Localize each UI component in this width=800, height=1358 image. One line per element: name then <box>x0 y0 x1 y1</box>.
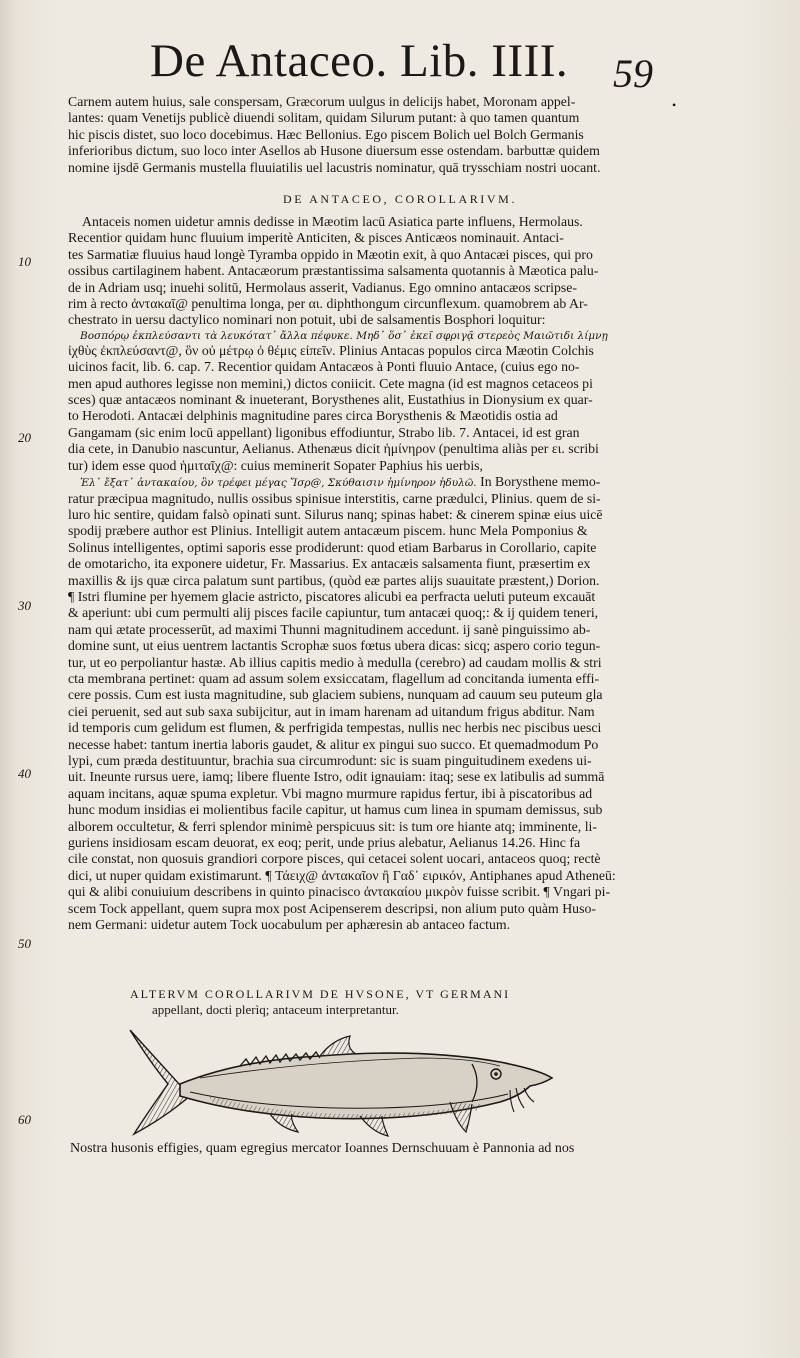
corollary-heading-line: appellant, docti plerìq; antaceum interpretantur. <box>152 1002 399 1017</box>
text-line: qui & alibi conuiuium describens in quinto pinacisco ἀντακαίου μικρὸν fuisse scribit. ¶ Vngari pi- <box>68 884 611 900</box>
corollary-heading-line: ALTERVM COROLLARIVM DE HVSONE, VT GERMANI <box>130 987 511 1001</box>
text-line: alborem occultetur, & ferri splendor minimè perspicuus sit: is tum ore hiante atq; imminente, li- <box>68 818 597 834</box>
text-line: cta membrana pertinet: quam ad assum solem exsiccatam, flagellum ad concitanda iumenta effi- <box>68 670 600 686</box>
margin-line-number: 40 <box>18 766 31 781</box>
text-line: Gangamam (sic enim locū appellant) ligonibus effodiuntur, Strabo lib. 7. Antacei, id est gran <box>68 424 580 440</box>
text-line: nam qui ætate processerūt, ad maximi Thunni magnitudinem accedunt. ij sanè pinguissimo ab- <box>68 621 591 637</box>
text-line: tur) idem esse quod ἡμιταῖχ@: cuius meminerit Sopater Paphius his uerbis, <box>68 457 483 473</box>
intro-paragraph <box>68 94 668 176</box>
margin-line-number: 50 <box>18 936 31 951</box>
text-line: rim à recto ἀντακαῖ@ penultima longa, per αι. diphthongum circunflexum. quamobrem ab Ar- <box>68 296 588 312</box>
text-line: guriens insidiosam escam deuorat, ex eoq; perit, unde prius alebatur, Aelianus 14.26. Hinc fa <box>68 835 581 851</box>
text-line: nem Germani: uidetur autem Tock uocabulum per aphæresin ab antaceo factum. <box>68 917 511 933</box>
text-line: ¶ Istri flumine per hyemem glacie astricto, piscatores alicubi ea perfracta ueluti puteum excauāt <box>68 588 596 604</box>
running-title: De Antaceo. Lib. IIII. <box>150 35 569 87</box>
text-line: chestrato in uersu dactylico nominari non potuit, ubi de salsamentis Bosphori loquitur: <box>68 312 546 328</box>
page-number: 59 <box>613 51 653 96</box>
figure-caption: Nostra husonis effigies, quam egregius mercator Ioannes Dernschuuam è Pannonia ad nos <box>70 1141 575 1156</box>
margin-mark: • <box>672 98 677 112</box>
margin-line-number: 10 <box>18 254 31 269</box>
text-line: to Herodoti. Antacæi delphinis magnitudine pares circa Borysthenis & Mæotidis ostia ad <box>68 408 558 424</box>
text-fragment: In Borysthene memo- <box>480 474 601 490</box>
text-line <box>68 474 668 490</box>
text-line: uicinos facit, lib. 6. cap. 7. Recentior quidam Antacæos à Ponti fluuio Antace, (cuius ego no- <box>68 359 580 375</box>
text-line: & aperiunt: ubi cum permulti alij pisces facile capiuntur, tum antacæi quoq;: & ij quidem teneri, <box>68 605 599 621</box>
margin-line-number: 20 <box>18 430 31 445</box>
text-line: lantes: quam Venetijs publicè diuendi solitam, quidam Silurum putant: à quo tamen quantum <box>68 110 580 126</box>
text-line: dici, ut nuper quidam existimarunt. ¶ Τάειχ@ ἀντακαῖον ἢ Γαδ᾽ ειρικόν, Antiphanes apud Atheneū: <box>68 867 616 883</box>
text-line: ratur præcipua magnitudo, nullis ossibus spinisue interstitis, carne prædulci, Plinius. quem de si- <box>68 490 601 506</box>
text-line: nomine ijsdē Germanis mustella fluuiatilis uel lacustris nominatur, quā trysschiam nostri uocant. <box>68 159 601 175</box>
text-line: Solinus intelligentes, optimi saporis esse prodiderunt: quod etiam Barbarus in Corollario, capite <box>68 539 597 555</box>
greek-verse: Ἐλ᾽ ἔξατ᾽ ἀντακαίου, ὃν τρέφει μέγας Ἴσρ@, Σκύθαισιν ἡμίνηρον ἡδυλῶ. <box>80 477 477 490</box>
text-line: hic piscis distet, suo loco docebimus. Hæc Bellonius. Ego piscem Bolich uel Bolch Germanis <box>68 126 584 142</box>
text-line: ἰχθὺς ἐκπλεύσαντ@, ὃν οὐ μέτρῳ ὀ θέμις εἰπεῖν. Plinius Antacas populos circa Mæotin Colchis <box>68 342 594 358</box>
text-line: dia cete, in Danubio nascuntur, Aelianus. Athenæus dicit ἡμίνηρον (penultima aliàs per ει. scribi <box>68 441 599 457</box>
text-line: ciei peruenit, sed aut sub saxa subijcitur, aut in imam harenam ad uitandum frigus abditur. Nam <box>68 703 595 719</box>
text-line: sces) quæ antacæos nominant & inueterant, Borysthenes alit, Eustathius in Dionysium ex quar- <box>68 392 593 408</box>
text-line: domine sunt, ut eius uentrem lactantis Scrophæ suos fœtus ubera dicas: sicq; aspero corio tegun- <box>68 638 601 654</box>
text-line: luro hic sentire, quidam falsò opinati sunt. Silurus nanq; spinas habet: & cinerem spinæ eius uicē <box>68 506 603 522</box>
text-line: men apud authores legisse non memini,) dictos coniicit. Cete magna (id est magnos cetaceos pi <box>68 375 593 391</box>
text-line: necesse habet: tantum inertia laboris gaudet, & alitur ex pingui suo succo. Et quemadmodum Po <box>68 736 599 752</box>
corollary-text <box>68 214 668 933</box>
text-line: scem Tock appellant, quem supra mox post Acipenserem descripsi, non alium puto quàm Huso- <box>68 900 596 916</box>
page-header <box>0 34 800 94</box>
text-line: tur, ut eo perpoliantur hastæ. Ab illius capitis medio à medulla (cerebro) ad caudam mollis & stri <box>68 654 602 670</box>
greek-verse: Βοσπόρῳ ἐκπλεύσαντι τὰ λευκότατ᾽ ἄλλα πέφυκε. Μηδ᾽ ὅσ᾽ ἐκεῖ σφριγᾷ στερεὸς Μαιῶτιδι λίμνῃ <box>80 329 608 342</box>
text-line: tes Sarmatiæ fluuius haud longè Tyramba oppido in Mæotin exit, à quo Antacæi pisces, qui pro <box>68 246 593 262</box>
text-line: ossibus cartilaginem habent. Antacæorum præstantissima salsamenta quotannis à Mæotica palu- <box>68 263 599 279</box>
text-line: Recentior quidam hunc fluuium imperitè Anticiten, & pisces Anticæos nominauit. Antaci- <box>68 230 564 246</box>
text-line: aquam incitans, aquæ spuma expletur. Vbi magno murmure rapidus fertur, ibi à piscatoribus ad <box>68 785 593 801</box>
text-line: cere possis. Cum est iusta magnitudine, sub glaciem subiens, nunquam ad cauum seu puteum gla <box>68 687 603 703</box>
text-line: cile constat, non quosuis grandiori corpore pisces, qui cetacei solent uocari, antaceos quoq; rectè <box>68 851 601 867</box>
margin-line-number: 30 <box>18 598 31 613</box>
huso-fish-woodcut-icon <box>120 1022 560 1142</box>
text-line: uit. Ineunte rursus uere, iamq; libere fluente Istro, odit ignauiam: itaq; sese ex latibulis ad summā <box>68 769 605 785</box>
text-line: de omotaricho, ita exponere uidetur, Fr. Massarius. Ex antacæis salsamenta fiunt, præsertim ex <box>68 556 591 572</box>
text-line: id temporis cum gelidum est flumen, & perfrigida tempestas, nullis nec herbis nec piscibus uesci <box>68 720 602 736</box>
text-line: spodij præbere author est Plinius. Intelligit autem antacæum piscem. hunc Mela Pomponius & <box>68 523 588 539</box>
second-corollary-heading <box>130 986 730 1018</box>
text-line: de in Adriam usq; inuehi solitū, Hermolaus asserit, Vadianus. Ego omnino antacæos scripse- <box>68 279 578 295</box>
text-line: Antaceis nomen uidetur amnis dedisse in Mæotim lacū Asiatica parte influens, Hermolaus. <box>82 214 583 229</box>
text-line: maxillis & ijs quæ circa palatum sunt partibus, (quòd eæ partes alijs suauitate præstent,) Dorion. <box>68 572 600 588</box>
margin-line-number: 60 <box>18 1112 31 1127</box>
text-line: Carnem autem huius, sale conspersam, Græcorum uulgus in delicijs habet, Moronam appel- <box>68 94 576 109</box>
text-line: lypi, cum præda destituuntur, brachia sua circumrodunt: sic is suam pinguitudinem exedens ui- <box>68 753 592 768</box>
text-line: hunc modum insidias ei molientibus facile capitur, ut hamus cum linea in spumam demissus, sub <box>68 802 603 818</box>
text-line: inferioribus dictum, suo loco inter Asellos ab Husone diuersum esse ostendam. barbuttæ quidem <box>68 143 600 159</box>
section-heading: DE ANTACEO, COROLLARIVM. <box>282 192 518 206</box>
